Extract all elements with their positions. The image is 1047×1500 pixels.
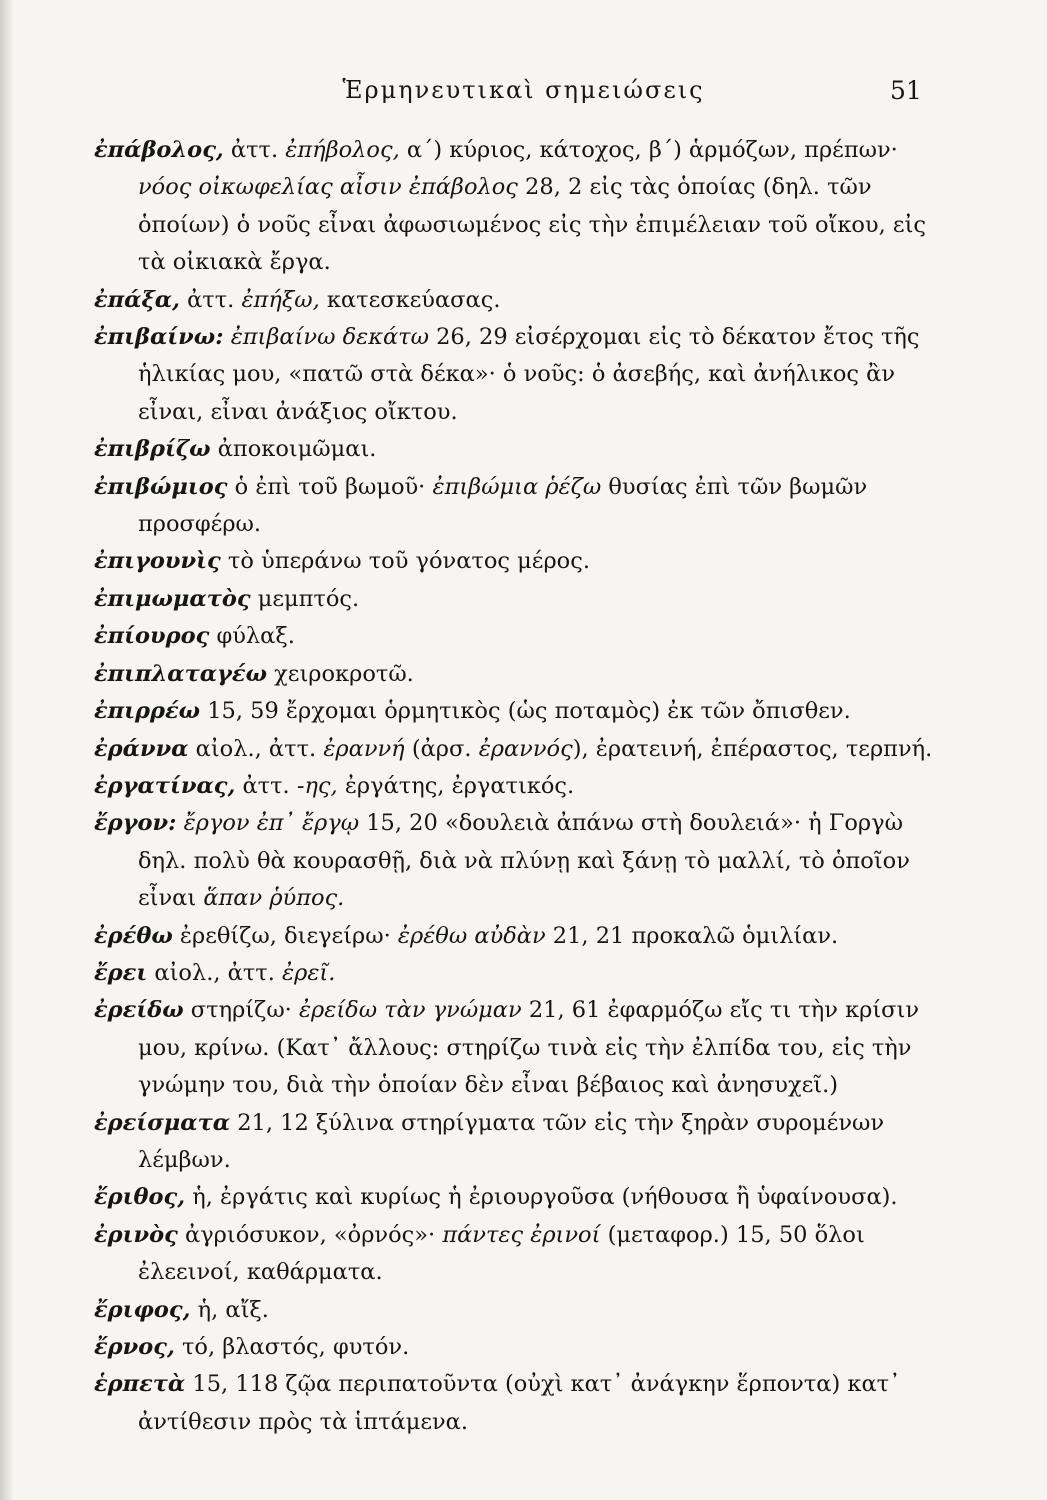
- glossary-entry: [94, 955, 954, 992]
- entry-text: 15, 20 «δουλειὰ ἀπάνω στὴ δουλειά»· ἡ Γοργὼ δηλ. πολὺ θὰ κουρασθῇ, διὰ νὰ πλύνῃ καὶ ξάνῃ τὸ μαλλί, τὸ ὁποῖον εἶναι: [138, 810, 910, 912]
- entry-text: (μεταφορ.) 15, 50 ὅλοι ἐλεεινοί, καθάρματα.: [138, 1221, 865, 1286]
- entry-text: 21, 12 ξύλινα στηρίγματα τῶν εἰς τὴν ξηρὰν συρομένων λέμβων.: [138, 1109, 885, 1173]
- entry-headword: ἐπάξα,: [94, 286, 180, 313]
- entry-headword: ἐπίουρος: [94, 623, 210, 650]
- entry-citation: -ης,: [296, 772, 338, 799]
- entry-citation: ἐρέθω αὐδὰν: [397, 922, 546, 949]
- entry-text: ἡ, ἐργάτις καὶ κυρίως ἡ ἐριουργοῦσα (νήθουσα ἢ ὑφαίνουσα).: [185, 1184, 898, 1211]
- entry-citation: ἐπήξω,: [241, 286, 320, 313]
- entry-citation: ἔργον ἐπ᾽ ἔργῳ: [183, 810, 360, 837]
- entry-headword: ἐρινὸς: [94, 1221, 178, 1248]
- entry-headword: ἐπιβαίνω:: [94, 324, 224, 351]
- entry-citation: ἐπιβώμια ῥέζω: [432, 473, 602, 500]
- entry-citation: πάντες ἐρινοί: [442, 1221, 601, 1248]
- entry-text: [176, 810, 183, 836]
- glossary-entry: [94, 1292, 954, 1329]
- entry-text: ἀγριόσυκον, «ὀρνός»·: [177, 1221, 443, 1248]
- entry-text: μεμπτός.: [250, 585, 360, 612]
- entry-text: 26, 29 εἰσέρχομαι εἰς τὸ δέκατον ἔτος τῆς ἡλικίας μου, «πατῶ στὰ δέκα»· ὁ νοῦς: ὁ ἀσεβής, καὶ ἀνήλικος ἂν εἶναι, εἶναι ἀνάξιος οἴκτου.: [138, 324, 920, 425]
- glossary-entry: [94, 132, 954, 282]
- entry-headword: ἔριθος,: [94, 1184, 186, 1211]
- entry-headword: ἐρείσματα: [94, 1109, 231, 1136]
- page-edge-shadow: [0, 0, 14, 1500]
- entry-text: στηρίζω·: [183, 997, 299, 1024]
- entry-text: (ἀρσ.: [404, 735, 479, 762]
- entry-text: αἰολ., ἀττ.: [147, 959, 283, 986]
- entry-headword: ἔρνος,: [94, 1334, 175, 1360]
- entry-text: ἀποκοιμῶμαι.: [210, 436, 377, 463]
- glossary-entry: [94, 581, 954, 618]
- entry-headword: ἐράννα: [94, 735, 189, 762]
- glossary-entry: [94, 319, 954, 431]
- entry-text: ), ἐρατεινή, ἐπέραστος, τερπνή.: [572, 735, 933, 762]
- entry-headword: ἑρπετὰ: [94, 1371, 186, 1398]
- entry-headword: ἐρείδω: [94, 997, 184, 1024]
- entry-text: 21, 61 ἐφαρμόζω εἴς τι τὴν κρίσιν μου, κρίνω. (Κατ᾽ ἄλλους: στηρίζω τινὰ εἰς τὴν ἐλπίδα του, εἰς τὴν γνώμην του, διὰ τὴν ὁποίαν δὲν εἶναι βέβαιος καὶ ἀνησυχεῖ.): [138, 997, 920, 1099]
- entry-text: τό, βλαστός, φυτόν.: [174, 1334, 410, 1360]
- entry-headword: ἐπάβολος,: [94, 137, 224, 163]
- entry-headword: ἐπιρρέω: [94, 698, 201, 725]
- glossary-entry: [94, 1105, 954, 1180]
- entry-headword: ἔριφος,: [94, 1296, 191, 1323]
- entry-text: θυσίας ἐπὶ τῶν βωμῶν προσφέρω.: [138, 473, 868, 538]
- entry-text: χειροκροτῶ.: [267, 660, 414, 687]
- entry-text: α΄) κύριος, κάτοχος, β΄) ἁρμόζων, πρέπων·: [399, 137, 898, 163]
- entry-headword: ἐρέθω: [94, 922, 173, 949]
- entry-text: ἀττ.: [179, 286, 242, 313]
- entry-text: [224, 324, 231, 350]
- glossary-entry: [94, 805, 954, 917]
- entry-text: κατεσκεύασας.: [319, 286, 501, 313]
- entry-text: φύλαξ.: [209, 623, 295, 650]
- page-number: 51: [890, 76, 922, 105]
- entry-text: ἡ, αἴξ.: [190, 1296, 269, 1323]
- entry-citation: ἐρείδω τὰν γνώμαν: [298, 997, 522, 1024]
- entry-headword: ἔρει: [94, 959, 148, 986]
- entry-text: ἀττ.: [223, 137, 286, 163]
- glossary-entry: [94, 431, 954, 468]
- entry-headword: ἐπιβρίζω: [94, 436, 211, 463]
- entry-citation: ἐρεῖ.: [282, 959, 336, 986]
- glossary-entry: [94, 768, 954, 805]
- glossary-entry: [94, 282, 954, 319]
- entry-citation: νόος οἰκωφελίας αἶσιν ἐπάβολος: [138, 174, 518, 201]
- glossary-entry: [94, 1366, 954, 1441]
- entry-citation: ἐπιβαίνω δεκάτω: [230, 324, 429, 351]
- entry-headword: ἐπιγουνὶς: [94, 548, 221, 575]
- glossary-entry: [94, 1217, 954, 1292]
- glossary-entry: [94, 656, 954, 693]
- entry-citation: ἅπαν ῥύπος.: [203, 885, 345, 912]
- entry-headword: ἔργον:: [94, 810, 177, 837]
- entry-text: ὁ ἐπὶ τοῦ βωμοῦ·: [227, 473, 433, 500]
- entry-citation: ἐραννή: [323, 735, 405, 762]
- glossary-entry: [94, 992, 954, 1104]
- entry-citation: ἐραννός: [478, 735, 573, 762]
- entry-text: 15, 59 ἔρχομαι ὁρμητικὸς (ὡς ποταμὸς) ἐκ τῶν ὄπισθεν.: [200, 698, 851, 725]
- glossary-entry: [94, 469, 954, 544]
- entry-text: ἐρεθίζω, διεγείρω·: [172, 922, 398, 949]
- entry-headword: ἐπιμωματὸς: [94, 585, 251, 612]
- entry-text: 15, 118 ζῷα περιπατοῦντα (οὐχὶ κατ᾽ ἀνάγκην ἕρποντα) κατ᾽ ἀντίθεσιν πρὸς τὰ ἱπτάμενα.: [138, 1371, 901, 1435]
- entry-text: ἐργάτης, ἐργατικός.: [337, 772, 575, 799]
- glossary-entry: [94, 731, 954, 768]
- entry-text: 28, 2 εἰς τὰς ὁποίας (δηλ. τῶν ὁποίων) ὁ νοῦς εἶναι ἀφωσιωμένος εἰς τὴν ἐπιμέλειαν τοῦ οἴκου, εἰς τὰ οἰκιακὰ ἔργα.: [138, 174, 926, 276]
- entry-text: αἰολ., ἀττ.: [188, 735, 324, 762]
- entry-text: ἀττ.: [235, 772, 297, 799]
- glossary-entry: [94, 618, 954, 655]
- glossary-entry: [94, 1329, 954, 1366]
- glossary-entries: [94, 132, 954, 1441]
- entry-citation: ἐπήβολος,: [285, 137, 400, 163]
- glossary-entry: [94, 918, 954, 955]
- entry-headword: ἐπιβώμιος: [94, 473, 228, 500]
- glossary-entry: [94, 693, 954, 730]
- entry-headword: ἐπιπλαταγέω: [94, 660, 268, 687]
- glossary-entry: [94, 543, 954, 580]
- glossary-entry: [94, 1179, 954, 1216]
- entry-headword: ἐργατίνας,: [94, 772, 236, 799]
- running-title: Ἑρμηνευτικαὶ σημειώσεις: [342, 76, 705, 104]
- entry-text: τὸ ὑπεράνω τοῦ γόνατος μέρος.: [220, 548, 590, 575]
- entry-text: 21, 21 προκαλῶ ὁμιλίαν.: [545, 922, 839, 949]
